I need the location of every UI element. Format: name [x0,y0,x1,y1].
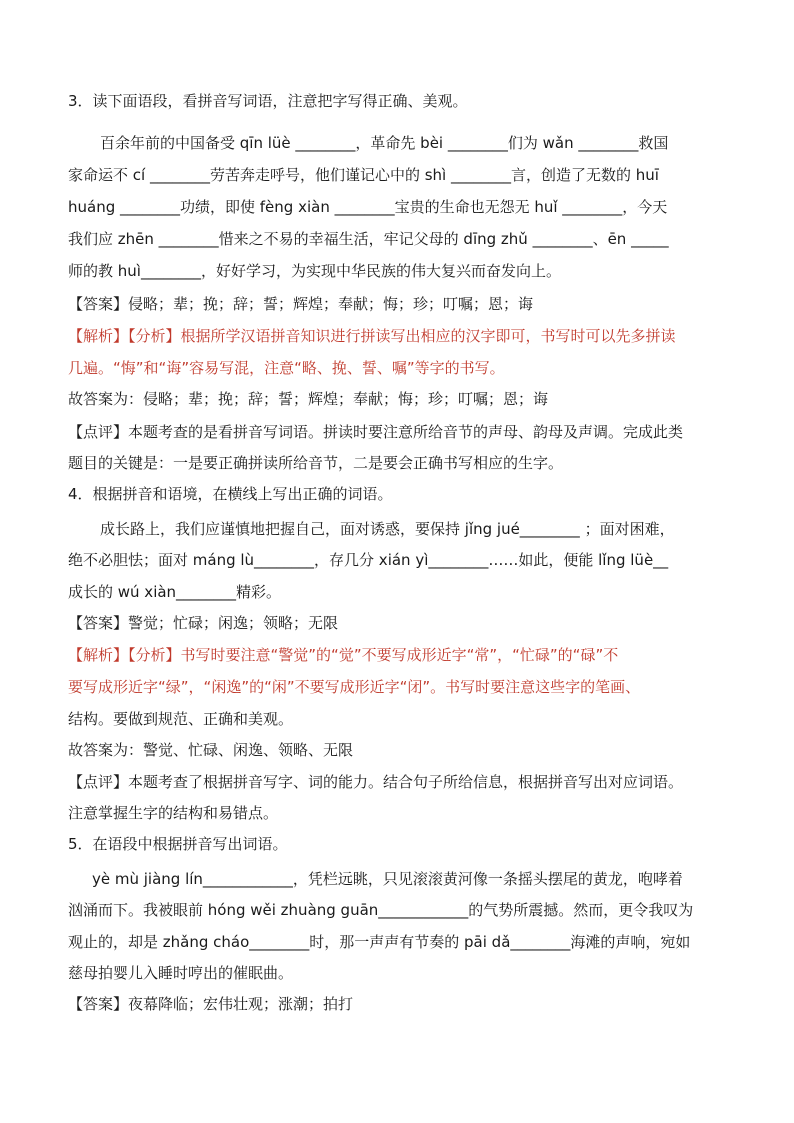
q4-comment-line-1: 【点评】本题考查了根据拼音写字、词的能力。结合句子所给信息，根据拼音写出对应词语。 [68,773,684,791]
q4-passage-line-2: 绝不必胆怯；面对 máng lù________，存几分 xián yì________……如此，便能 lǐng lüè__ [68,551,669,569]
q4-analysis-line-3: 结构。要做到规范、正确和美观。 [68,710,294,728]
q3-final-answer: 故答案为：侵略；辈；挽；辞；誓；辉煌；奉献；悔；珍；叮嘱；恩；诲 [68,390,549,408]
q5-title: 5．在语段中根据拼音写出词语。 [68,835,288,853]
q3-passage-line-5: 师的教 huì________，好好学习，为实现中华民族的伟大复兴而奋发向上。 [68,262,561,280]
q5-passage-line-1: yè mù jiàng lín____________，凭栏远眺，只见滚滚黄河像一条摇头摆尾的黄龙，咆哮着 [92,870,683,888]
q4-final-answer: 故答案为：警觉、忙碌、闲逸、领略、无限 [68,741,354,759]
q4-passage-line-3: 成长的 wú xiàn________精彩。 [68,583,282,601]
q3-comment-line-2: 题目的关键是：一是要正确拼读所给音节，二是要会正确书写相应的生字。 [68,454,564,472]
q4-passage-line-1: 成长路上，我们应谨慎地把握自己，面对诱惑，要保持 jǐng jué________ ；面对困难， [100,520,675,538]
q3-comment-line-1: 【点评】本题考查的是看拼音写词语。拼读时要注意所给音节的声母、韵母及声调。完成此类 [68,423,684,441]
q5-passage-line-3: 观止的，却是 zhǎng cháo________时，那一声声有节奏的 pāi dǎ________海滩的声响，宛如 [68,933,691,951]
q3-analysis-line-2: 几遍。“悔”和“诲”容易写混，注意“略、挽、誓、嘱”等字的书写。 [68,359,505,377]
q5-passage-line-4: 慈母拍婴儿入睡时哼出的催眠曲。 [68,964,294,982]
q3-passage-line-2: 家命运不 cí ________劳苦奔走呼号，他们谨记心中的 shì ________言，创造了无数的 huī [68,166,659,184]
q3-analysis-line-1: 【解析】【分析】根据所学汉语拼音知识进行拼读写出相应的汉字即可，书写时可以先多拼读 [68,327,676,345]
q5-answer: 【答案】夜幕降临；宏伟壮观；涨潮；拍打 [68,995,354,1013]
q3-passage-line-3: huáng ________功绩，即使 fèng xiàn ________宝贵的生命也无怨无 huǐ ________，今天 [68,198,668,216]
q4-answer: 【答案】警觉；忙碌；闲逸；领略；无限 [68,614,339,632]
q5-passage-line-2: 汹涌而下。我被眼前 hóng wěi zhuàng guān____________的气势所震撼。然而，更令我叹为 [68,901,694,919]
q4-title: 4．根据拼音和语境，在横线上写出正确的词语。 [68,485,393,503]
q4-analysis-line-2: 要写成形近字“绿”，“闲逸”的“闲”不要写成形近字“闭”。书写时要注意这些字的笔画、 [68,678,641,696]
q3-title: 3．读下面语段，看拼音写词语，注意把字写得正确、美观。 [68,92,468,110]
q4-analysis-line-1: 【解析】【分析】书写时要注意“警觉”的“觉”不要写成形近字“常”，“忙碌”的“碌”不 [68,646,619,664]
q3-passage-line-4: 我们应 zhēn ________惜来之不易的幸福生活，牢记父母的 dīng zhǔ ________、ēn _____ [68,230,669,248]
q3-answer: 【答案】侵略；辈；挽；辞；誓；辉煌；奉献；悔；珍；叮嘱；恩；诲 [68,295,534,313]
q4-comment-line-2: 注意掌握生字的结构和易错点。 [68,804,279,822]
q3-passage-line-1: 百余年前的中国备受 qīn lüè ________，革命先 bèi ________们为 wǎn ________救国 [100,134,669,152]
